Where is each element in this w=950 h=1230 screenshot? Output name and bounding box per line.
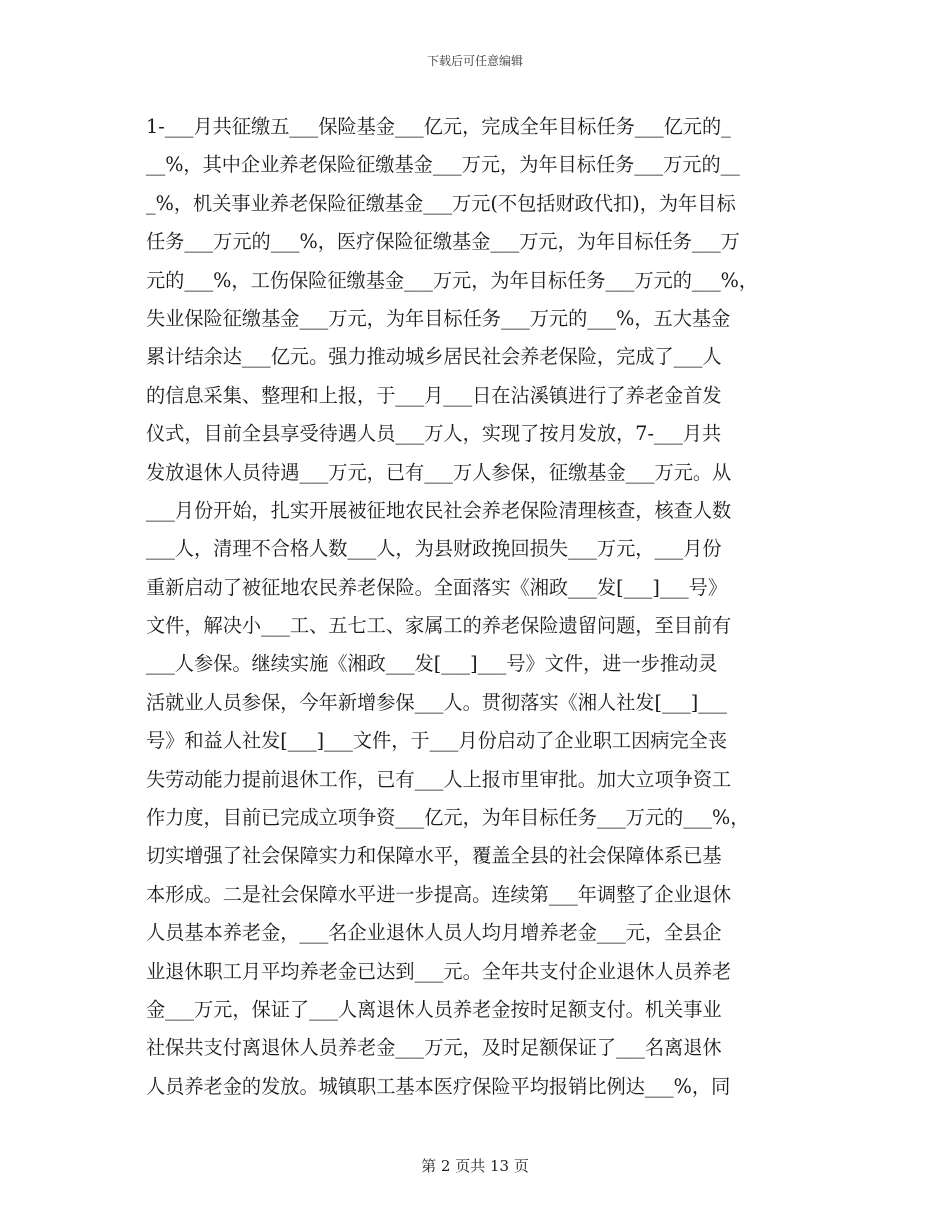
- text-line: 业退休职工月平均养老金已达到___元。全年共支付企业退休人员养老: [146, 959, 732, 983]
- text-line: 金___万元，保证了___人离退休人员养老金按时足额支付。机关事业: [146, 997, 722, 1021]
- text-line: 发放退休人员待遇___万元，已有___万人参保，征缴基金___万元。从: [146, 460, 732, 484]
- text-line: ___人，清理不合格人数___人，为县财政挽回损失___万元，___月份: [146, 537, 722, 561]
- text-line: 人员养老金的发放。城镇职工基本医疗保险平均报销比例达___%，同: [146, 1074, 731, 1098]
- text-line: 1-___月共征缴五___保险基金___亿元，完成全年目标任务___亿元的_: [146, 115, 731, 138]
- text-line: 活就业人员参保，今年新增参保___人。贯彻落实《湘人社发[___]___: [146, 690, 728, 714]
- text-line: 任务___万元的___%，医疗保险征缴基金___万元，为年目标任务___万: [146, 230, 740, 254]
- text-line: 人员基本养老金，___名企业退休人员人均月增养老金___元，全县企: [146, 921, 722, 945]
- text-line: 本形成。二是社会保障水平进一步提高。连续第___年调整了企业退休: [146, 882, 732, 906]
- text-line: 文件，解决小___工、五七工、家属工的养老保险遗留问题，至目前有: [146, 614, 732, 638]
- text-line: 社保共支付离退休人员养老金___万元，及时足额保证了___名离退休: [146, 1036, 722, 1060]
- text-line: ___人参保。继续实施《湘政___发[___]___号》文件，进一步推动灵: [146, 652, 718, 676]
- text-line: ___月份开始，扎实开展被征地农民社会养老保险清理核查，核查人数: [146, 498, 732, 522]
- text-line: 切实增强了社会保障实力和保障水平，覆盖全县的社会保障体系已基: [146, 844, 722, 868]
- text-line: 失业保险征缴基金___万元，为年目标任务___万元的___%，五大基金: [146, 306, 731, 330]
- text-line: 累计结余达___亿元。强力推动城乡居民社会养老保险，完成了___人: [146, 345, 722, 369]
- text-line: 重新启动了被征地农民养老保险。全面落实《湘政___发[___]___号》: [146, 575, 728, 599]
- text-line: 的信息采集、整理和上报，于___月___日在沾溪镇进行了养老金首发: [146, 383, 722, 407]
- text-line: 号》和益人社发[___]___文件，于___月份启动了企业职工因病完全丧: [146, 729, 728, 753]
- text-line: 作力度，目前已完成立项争资___亿元，为年目标任务___万元的___%，: [146, 806, 750, 830]
- text-line: __%，其中企业养老保险征缴基金___万元，为年目标任务___万元的__: [146, 153, 740, 177]
- page-header-note: 下载后可任意编辑: [426, 54, 523, 68]
- text-line: _%，机关事业养老保险征缴基金___万元(不包括财政代扣)，为年目标: [146, 191, 736, 215]
- text-line: 失劳动能力提前退休工作，已有___人上报市里审批。加大立项争资工: [146, 767, 732, 791]
- text-line: 元的___%，工伤保险征缴基金___万元，为年目标任务___万元的___%，: [146, 268, 759, 292]
- page-number: 第 2 页共 13 页: [421, 1157, 529, 1175]
- document-body: [146, 108, 806, 1106]
- text-line: 仪式，目前全县享受待遇人员___万人，实现了按月发放，7-___月共: [146, 422, 722, 446]
